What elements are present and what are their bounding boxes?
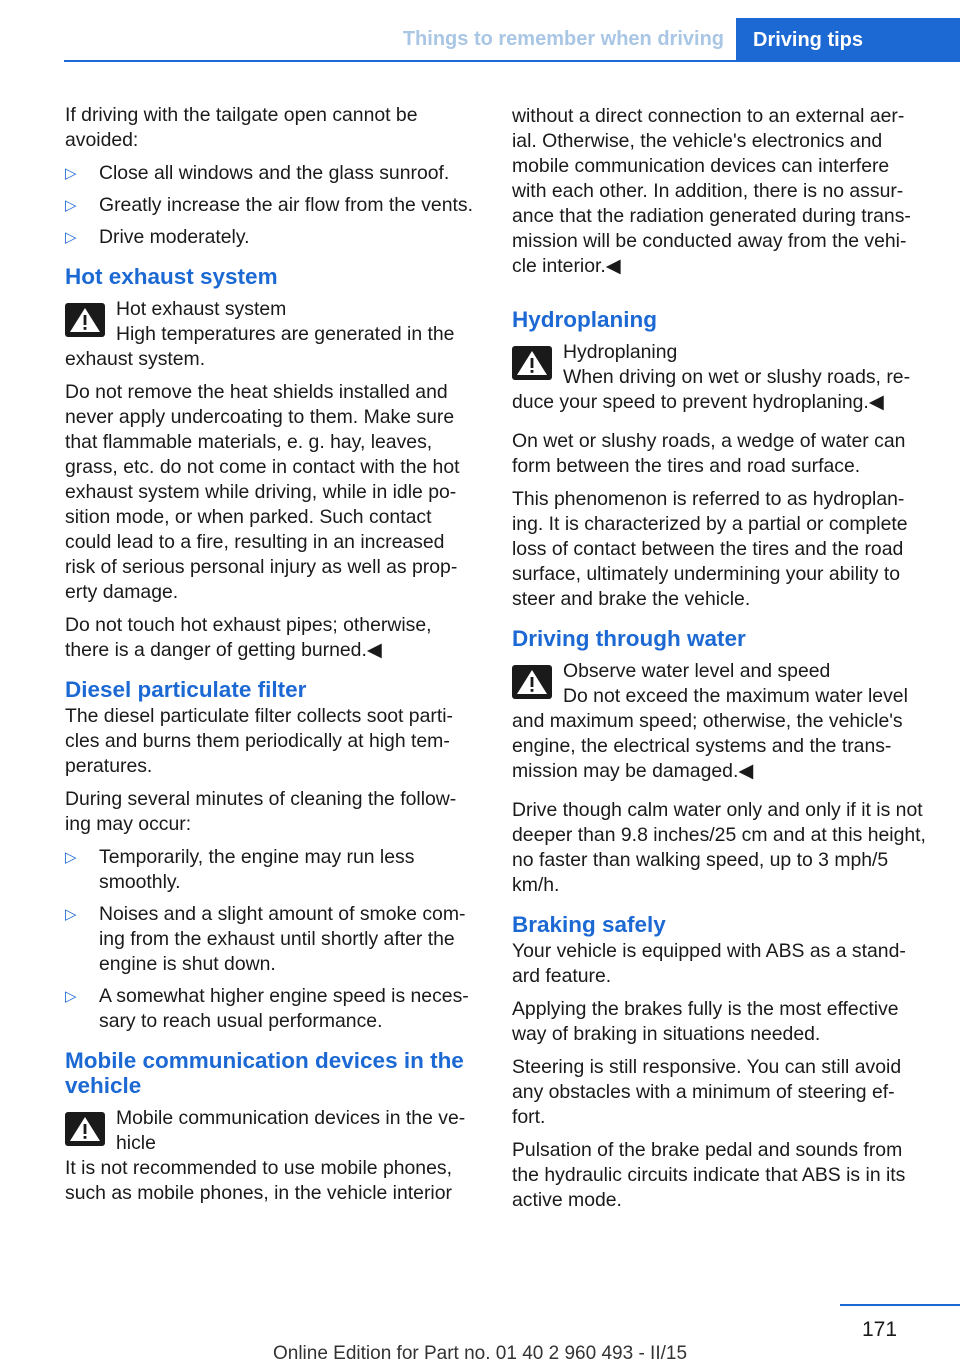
warning-hot-exhaust: [65, 297, 479, 372]
page-footer: [0, 1303, 960, 1362]
paragraph: Your vehicle is equipped with ABS as a stand-ard feature.: [512, 940, 906, 987]
tailgate-list: [65, 161, 479, 250]
warning-hydroplaning: [512, 340, 926, 415]
left-column: [65, 103, 479, 1214]
warning-title: Mobile communication devices in the ve-hicle: [116, 1107, 466, 1154]
triangle-bullet-icon: ▷: [65, 849, 77, 866]
paragraph: Do not remove the heat shields installed and never apply undercoating to them. Make sure that flammable materials, e. g. hay, leaves, grass, etc. do not come in contact with the hot exhaust system while driving, while in idle po-sition mode, or when parked. Such contact could lead to a fire, resulting in an increased risk of serious personal injury as well as prop-erty damage.: [65, 381, 460, 603]
list-item: ▷ Temporarily, the engine may run less smoothly.: [65, 846, 415, 893]
warning-mobile-devices: [65, 1106, 479, 1206]
paragraph: Drive though calm water only and only if it is not deeper than 9.8 inches/25 cm and at this height, no faster than walking speed, up to 3 mph/5 km/h.: [512, 799, 926, 896]
list-item: ▷ A somewhat higher engine speed is neces-sary to reach usual performance.: [65, 985, 469, 1032]
triangle-bullet-icon: ▷: [65, 988, 77, 1005]
warning-icon: [65, 1112, 105, 1146]
list-item: ▷ Greatly increase the air flow from the vents.: [65, 194, 473, 216]
paragraph: Applying the brakes fully is the most effective way of braking in situations needed.: [512, 998, 899, 1045]
paragraph: On wet or slushy roads, a wedge of water can form between the tires and road surface.: [512, 430, 906, 477]
warning-text: It is not recommended to use mobile phones, such as mobile phones, in the vehicle interior: [65, 1157, 452, 1204]
diesel-list: [65, 845, 479, 1034]
heading-hydroplaning: Hydroplaning: [512, 307, 657, 332]
list-item: ▷ Drive moderately.: [65, 226, 250, 248]
warning-icon: [65, 303, 105, 337]
warning-title: Hydroplaning: [563, 341, 678, 363]
triangle-bullet-icon: ▷: [65, 165, 77, 182]
section-title: Things to remember when driving: [402, 28, 724, 50]
paragraph: Do not touch hot exhaust pipes; otherwise, there is a danger of getting burned.◀: [65, 614, 432, 661]
paragraph: Pulsation of the brake pedal and sounds from the hydraulic circuits indicate that ABS is in its active mode.: [512, 1139, 906, 1211]
header-rule: [64, 60, 736, 62]
triangle-bullet-icon: ▷: [65, 197, 77, 214]
warning-text: Do not exceed the maximum water level and maximum speed; otherwise, the vehicle's engine, the electrical systems and the trans-mission may be damaged.◀: [512, 685, 908, 782]
triangle-bullet-icon: ▷: [65, 906, 77, 923]
paragraph: Steering is still responsive. You can still avoid any obstacles with a minimum of steering ef-fort.: [512, 1056, 902, 1128]
warning-title: Hot exhaust system: [116, 298, 287, 320]
warning-title: Observe water level and speed: [563, 660, 831, 682]
heading-mobile-devices: Mobile communication devices in the vehicle: [65, 1048, 464, 1098]
heading-braking-safely: Braking safely: [512, 912, 666, 937]
paragraph: The diesel particulate filter collects soot parti-cles and burns them periodically at high tem-peratures.: [65, 705, 453, 777]
warning-icon: [512, 665, 552, 699]
list-item: ▷ Noises and a slight amount of smoke com-ing from the exhaust until shortly after the engine is shut down.: [65, 903, 466, 975]
tailgate-intro: If driving with the tailgate open cannot be avoided:: [65, 104, 418, 151]
triangle-bullet-icon: ▷: [65, 229, 77, 246]
heading-hot-exhaust: Hot exhaust system: [65, 264, 278, 289]
page-number: 171: [862, 1318, 898, 1341]
footer-rule: [840, 1304, 960, 1306]
page-header: [0, 0, 960, 62]
heading-driving-through-water: Driving through water: [512, 626, 746, 651]
list-item: ▷ Close all windows and the glass sunroof.: [65, 162, 450, 184]
paragraph: During several minutes of cleaning the follow-ing may occur:: [65, 788, 457, 835]
heading-diesel-filter: Diesel particulate filter: [65, 677, 307, 702]
warning-icon: [512, 346, 552, 380]
chapter-tab: Driving tips: [736, 18, 960, 62]
warning-text: High temperatures are generated in the exhaust system.: [65, 323, 455, 370]
edition-line: Online Edition for Part no. 01 40 2 960 493 - II/15: [272, 1343, 688, 1364]
warning-text: When driving on wet or slushy roads, re-duce your speed to prevent hydroplaning.◀: [512, 366, 911, 413]
right-column: [512, 104, 926, 1221]
paragraph: without a direct connection to an external aer-ial. Otherwise, the vehicle's electronics and mobile communication devices can interfere with each other. In addition, there is no assur-ance that the radiation generated during trans-mission will be conducted away from the vehi-cle interior.◀: [512, 105, 911, 277]
paragraph: This phenomenon is referred to as hydroplan-ing. It is characterized by a partial or complete loss of contact between the tires and the road surface, ultimately undermining your ability to steer and brake the vehicle.: [512, 488, 908, 610]
warning-water-level: [512, 659, 926, 784]
